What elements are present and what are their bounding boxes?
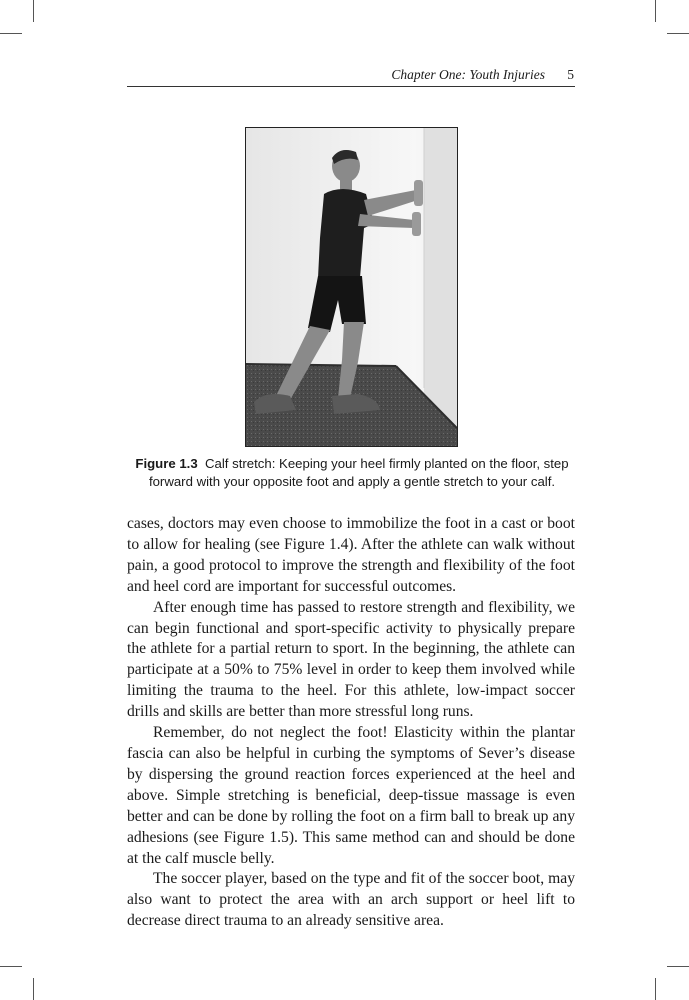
paragraph: cases, doctors may even choose to immobilize the foot in a cast or boot to allow for healing (see Figure 1.4). After the athlete can walk without pain, a good protocol to improve the strength and flexibility of the foot and heel cord are important for successful outcomes. (127, 515, 575, 595)
crop-mark (667, 966, 689, 967)
paragraph: The soccer player, based on the type and fit of the soccer boot, may also want to protect the area with an arch support or heel lift to decrease direct trauma to an already sensitive area. (127, 870, 575, 930)
figure-photo (245, 127, 458, 447)
crop-mark (667, 33, 689, 34)
figure-label: Figure 1.3 (135, 456, 198, 471)
figure-caption (118, 455, 586, 491)
page-number: 5 (567, 67, 574, 82)
crop-mark (33, 0, 34, 22)
crop-mark (33, 978, 34, 1000)
chapter-title: Chapter One: Youth Injuries (391, 67, 545, 82)
body-text (127, 514, 575, 932)
paragraph: After enough time has passed to restore strength and flexibility, we can begin functional and sport-specific activity to physically prepare the athlete for a partial return to sport. In the beginning, the athlete can participate at a 50% to 75% level in order to keep them involved while limiting the trauma to the heel. For this athlete, low-impact soccer drills and skills are better than more stressful long runs. (127, 598, 575, 721)
crop-mark (0, 33, 22, 34)
figure-caption-text: Calf stretch: Keeping your heel firmly planted on the floor, step forward with your opposite foot and apply a gentle stretch to your calf. (148, 456, 569, 489)
crop-mark (655, 978, 656, 1000)
calf-stretch-illustration (246, 128, 457, 446)
running-head (127, 66, 575, 87)
crop-mark (655, 0, 656, 22)
crop-mark (0, 966, 22, 967)
paragraph: Remember, do not neglect the foot! Elasticity within the plantar fascia can also be helpful in curbing the symptoms of Sever’s disease by dispersing the ground reaction forces experienced at the heel and above. Simple stretching is beneficial, deep-tissue massage is even better and can be done by rolling the foot on a firm ball to break up any adhesions (see Figure 1.5). This same method can and should be done at the calf muscle belly. (127, 724, 575, 867)
